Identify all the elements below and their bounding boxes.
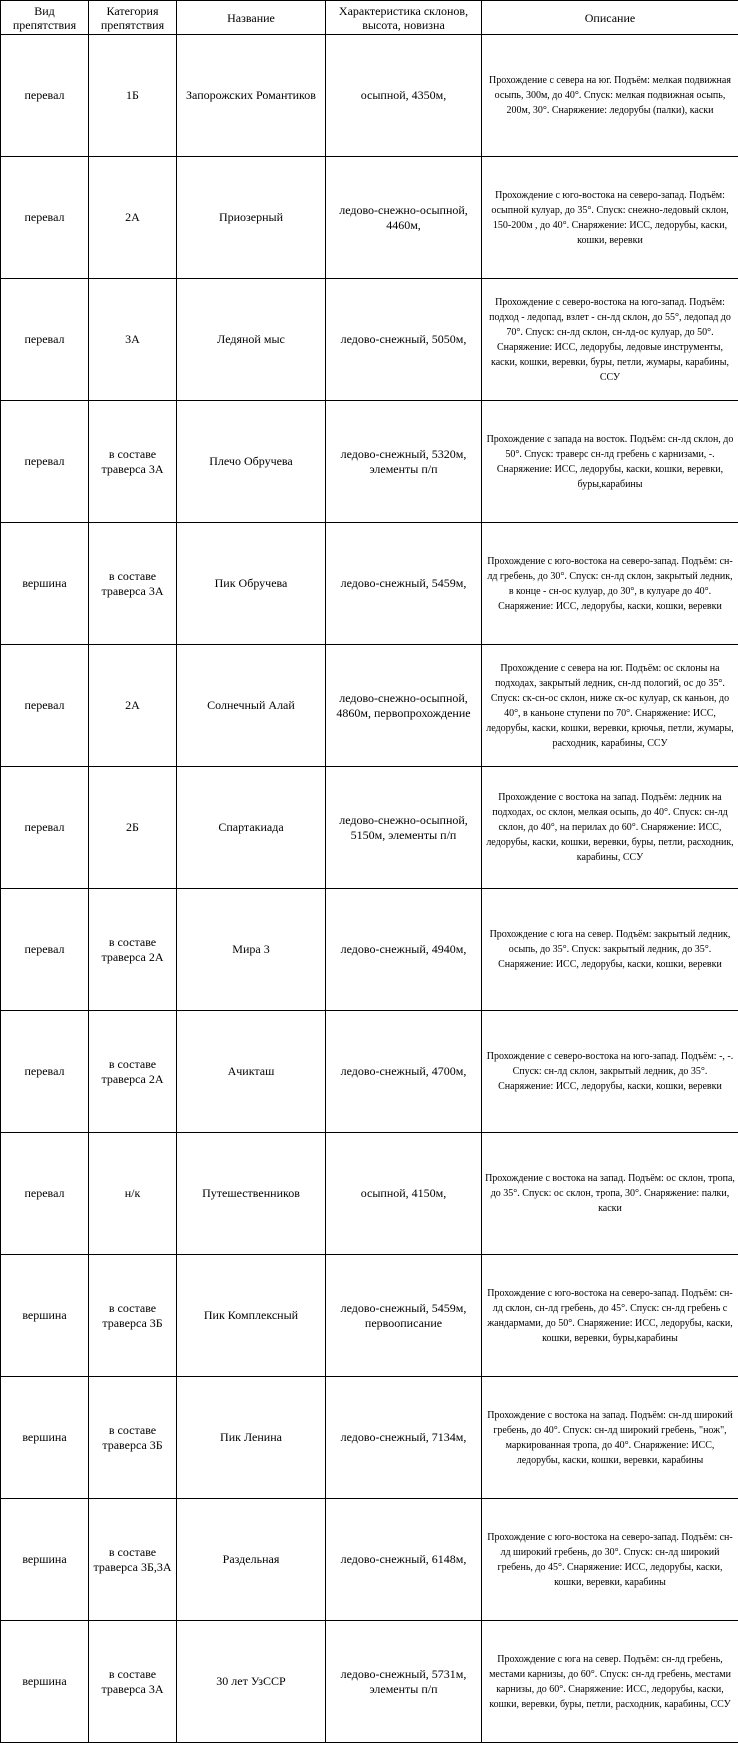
cell-description: Прохождение с запада на восток. Подъём: сн-лд склон, до 50°. Спуск: траверс сн-лд гребень с карнизами, -. Снаряжение: ИСС, ледорубы, каски, кошки, веревки, буры,карабины	[482, 401, 738, 523]
cell-description: Прохождение с севера на юг. Подъём: мелкая подвижная осыпь, 300м, до 40°. Спуск: мелкая подвижная осыпь, 200м, 30°. Снаряжение: ледорубы (палки), каски	[482, 35, 738, 157]
cell-characteristics: осыпной, 4150м,	[326, 1133, 482, 1255]
cell-name: Мира 3	[177, 889, 326, 1011]
cell-name: Солнечный Алай	[177, 645, 326, 767]
cell-type: перевал	[1, 401, 89, 523]
cell-description: Прохождение с востока на запад. Подъём: ледник на подходах, ос склон, мелкая осыпь, до 40°. Спуск: сн-лд склон, до 40°, на перилах до 60°. Снаряжение: ИСС, ледорубы, каски, кошки, веревки, буры, петли, расходник, карабины, ССУ	[482, 767, 738, 889]
cell-name: Раздельная	[177, 1499, 326, 1621]
cell-category: в составе траверса 3А	[89, 1621, 177, 1743]
cell-characteristics: ледово-снежно-осыпной, 4860м, первопрохождение	[326, 645, 482, 767]
table-row	[1, 1377, 738, 1499]
table-row	[1, 1255, 738, 1377]
header-characteristics: Характеристика склонов, высота, новизна	[326, 1, 482, 35]
cell-characteristics: ледово-снежно-осыпной, 5150м, элементы п/п	[326, 767, 482, 889]
cell-characteristics: ледово-снежный, 5459м, первоописание	[326, 1255, 482, 1377]
cell-characteristics: ледово-снежный, 4700м,	[326, 1011, 482, 1133]
cell-category: н/к	[89, 1133, 177, 1255]
table-row	[1, 767, 738, 889]
cell-category: 2А	[89, 157, 177, 279]
cell-name: Ачикташ	[177, 1011, 326, 1133]
table-row	[1, 279, 738, 401]
cell-description: Прохождение с юго-востока на северо-запад. Подъём: осыпной кулуар, до 35°. Спуск: снежно-ледовый склон, 150-200м , до 40°. Снаряжение: ИСС, ледорубы, каски, кошки, веревки	[482, 157, 738, 279]
cell-category: в составе траверса 2А	[89, 889, 177, 1011]
cell-type: вершина	[1, 1621, 89, 1743]
cell-type: вершина	[1, 1499, 89, 1621]
cell-description: Прохождение с юго-востока на северо-запад. Подъём: сн-лд гребень, до 30°. Спуск: сн-лд склон, закрытый ледник, в конце - сн-ос кулуар, до 30°, в кулуаре до 40°. Снаряжение: ИСС, ледорубы, каски, кошки, веревки	[482, 523, 738, 645]
cell-name: 30 лет УзССР	[177, 1621, 326, 1743]
table-row	[1, 1011, 738, 1133]
cell-category: 2А	[89, 645, 177, 767]
cell-characteristics: ледово-снежный, 6148м,	[326, 1499, 482, 1621]
cell-characteristics: ледово-снежный, 4940м,	[326, 889, 482, 1011]
table-row	[1, 157, 738, 279]
table-row	[1, 401, 738, 523]
cell-name: Ледяной мыс	[177, 279, 326, 401]
cell-category: в составе траверса 2А	[89, 1011, 177, 1133]
cell-type: перевал	[1, 157, 89, 279]
cell-category: в составе траверса 3А	[89, 401, 177, 523]
cell-type: перевал	[1, 279, 89, 401]
cell-name: Путешественников	[177, 1133, 326, 1255]
table-row	[1, 1499, 738, 1621]
cell-name: Пик Комплексный	[177, 1255, 326, 1377]
cell-type: вершина	[1, 1377, 89, 1499]
table-row	[1, 523, 738, 645]
cell-category: 1Б	[89, 35, 177, 157]
table-row	[1, 889, 738, 1011]
header-category: Категория препятствия	[89, 1, 177, 35]
cell-name: Плечо Обручева	[177, 401, 326, 523]
cell-characteristics: ледово-снежный, 7134м,	[326, 1377, 482, 1499]
table-row	[1, 645, 738, 767]
cell-name: Спартакиада	[177, 767, 326, 889]
cell-type: перевал	[1, 889, 89, 1011]
header-name: Название	[177, 1, 326, 35]
cell-description: Прохождение с юга на север. Подъём: сн-лд гребень, местами карнизы, до 60°. Спуск: сн-лд гребень, местами карнизы, до 60°. Снаряжение: ИСС, ледорубы, каски, кошки, веревки, буры, петли, расходник, карабины, ССУ	[482, 1621, 738, 1743]
table-row	[1, 1621, 738, 1743]
cell-category: 2Б	[89, 767, 177, 889]
cell-type: вершина	[1, 523, 89, 645]
header-description: Описание	[482, 1, 738, 35]
cell-category: 3А	[89, 279, 177, 401]
cell-description: Прохождение с юго-востока на северо-запад. Подъём: сн-лд склон, сн-лд гребень, до 45°. Спуск: сн-лд гребень с жандармами, до 50°. Снаряжение: ИСС, ледорубы, каски, кошки, веревки, буры,карабины	[482, 1255, 738, 1377]
cell-type: перевал	[1, 1133, 89, 1255]
cell-name: Пик Ленина	[177, 1377, 326, 1499]
cell-characteristics: ледово-снежный, 5320м, элементы п/п	[326, 401, 482, 523]
cell-characteristics: ледово-снежный, 5050м,	[326, 279, 482, 401]
cell-description: Прохождение с юга на север. Подъём: закрытый ледник, осыпь, до 35°. Спуск: закрытый ледник, до 35°. Снаряжение: ИСС, ледорубы, каски, кошки, веревки	[482, 889, 738, 1011]
cell-type: перевал	[1, 767, 89, 889]
cell-characteristics: ледово-снежный, 5731м, элементы п/п	[326, 1621, 482, 1743]
table-row	[1, 1133, 738, 1255]
cell-description: Прохождение с севера на юг. Подъём: ос склоны на подходах, закрытый ледник, сн-лд пологий, ос до 35°. Спуск: ск-сн-ос склон, ниже ск-ос кулуар, ск каньон, до 40°, в каньоне ступени по 70°. Снаряжение: ИСС, ледорубы, каски, кошки, веревки, крючья, петли, жумары, расходник, карабины, ССУ	[482, 645, 738, 767]
cell-type: перевал	[1, 35, 89, 157]
cell-description: Прохождение с востока на запад. Подъём: сн-лд широкий гребень, до 40°. Спуск: сн-лд широкий гребень, "нож", маркированная тропа, до 40°. Снаряжение: ИСС, ледорубы, каски, кошки, веревки, карабины	[482, 1377, 738, 1499]
cell-characteristics: ледово-снежный, 5459м,	[326, 523, 482, 645]
cell-description: Прохождение с северо-востока на юго-запад. Подъём: -, -. Спуск: сн-лд склон, закрытый ледник, до 35°. Снаряжение: ИСС, ледорубы, каски, кошки, веревки	[482, 1011, 738, 1133]
cell-description: Прохождение с востока на запад. Подъём: ос склон, тропа, до 35°. Спуск: ос склон, тропа, 30°. Снаряжение: палки, каски	[482, 1133, 738, 1255]
cell-category: в составе траверса 3Б	[89, 1377, 177, 1499]
cell-category: в составе траверса 3Б,3А	[89, 1499, 177, 1621]
cell-type: перевал	[1, 1011, 89, 1133]
cell-characteristics: ледово-снежно-осыпной, 4460м,	[326, 157, 482, 279]
header-type: Вид препятствия	[1, 1, 89, 35]
cell-type: перевал	[1, 645, 89, 767]
cell-name: Пик Обручева	[177, 523, 326, 645]
cell-description: Прохождение с юго-востока на северо-запад. Подъём: сн-лд широкий гребень, до 30°. Спуск: сн-лд широкий гребень, до 45°. Снаряжение: ИСС, ледорубы, каски, кошки, веревки, карабины	[482, 1499, 738, 1621]
table-row	[1, 35, 738, 157]
table-header-row	[1, 1, 738, 35]
cell-category: в составе траверса 3А	[89, 523, 177, 645]
cell-characteristics: осыпной, 4350м,	[326, 35, 482, 157]
cell-name: Запорожских Романтиков	[177, 35, 326, 157]
cell-category: в составе траверса 3Б	[89, 1255, 177, 1377]
cell-type: вершина	[1, 1255, 89, 1377]
cell-name: Приозерный	[177, 157, 326, 279]
cell-description: Прохождение с северо-востока на юго-запад. Подъём: подход - ледопад, взлет - сн-лд склон, до 55°, ледопад до 70°. Спуск: сн-лд склон, сн-лд-ос кулуар, до 50°. Снаряжение: ИСС, ледорубы, ледовые инструменты, каски, кошки, веревки, буры, петли, жумары, карабины, ССУ	[482, 279, 738, 401]
